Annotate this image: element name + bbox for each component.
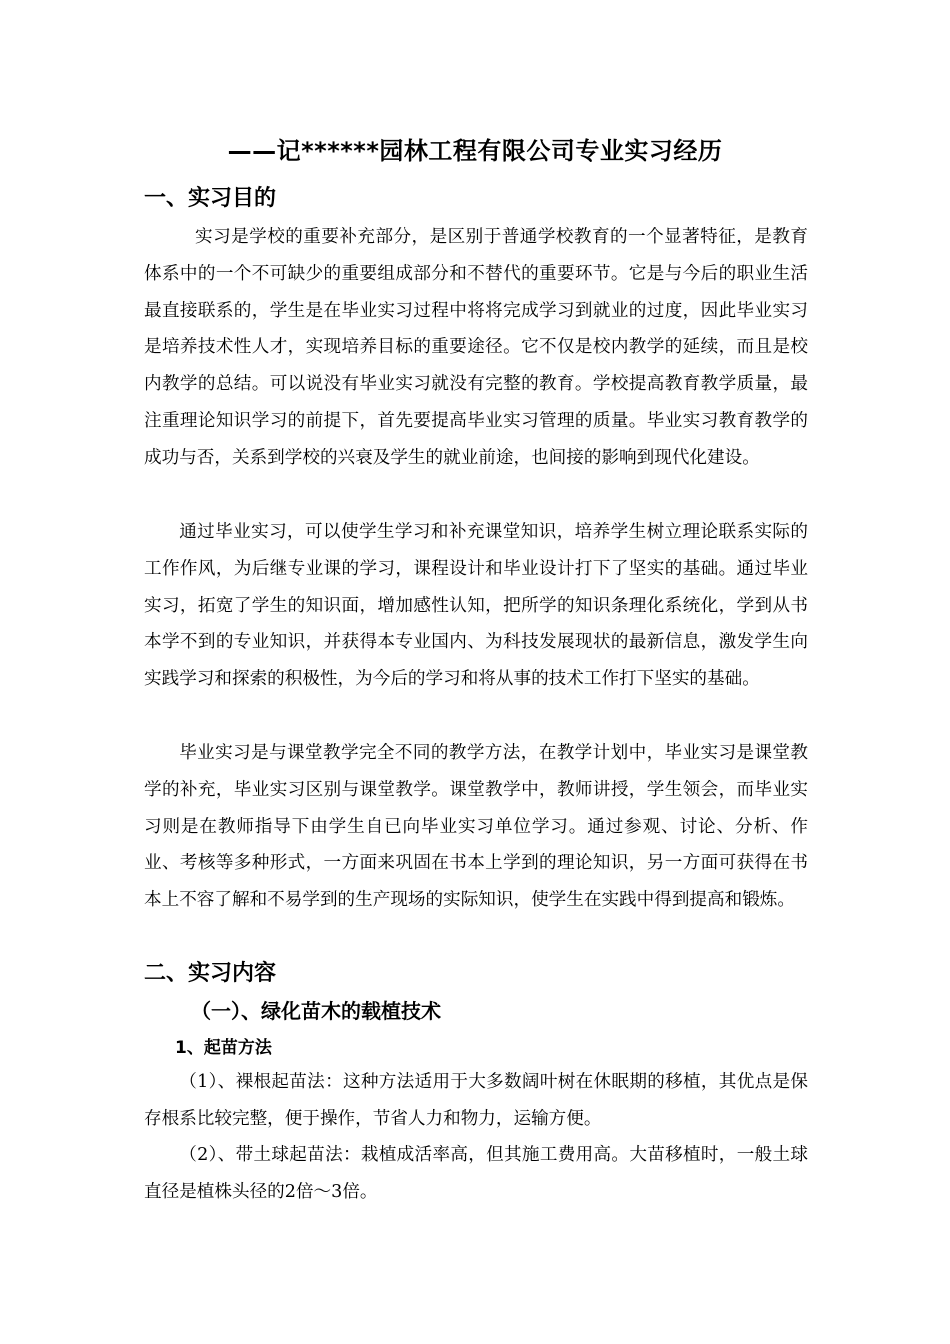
paragraph-purpose-3: 毕业实习是与课堂教学完全不同的教学方法，在教学计划中，毕业实习是课堂教学的补充，毕业实习区别与课堂教学。课堂教学中，教师讲授，学生领会，而毕业实习则是在教师指导下由学生自已向毕业实习单位学习。通过参观、讨论、分析、作业、考核等多种形式，一方面来巩固在书本上学到的理论知识，另一方面可获得在书本上不容了解和不易学到的生产现场的实际知识，使学生在实践中得到提高和锻炼。 bbox=[144, 743, 808, 911]
section-heading-content: 二、实习内容 bbox=[144, 961, 277, 986]
section-heading-purpose: 一、实习目的 bbox=[144, 186, 277, 211]
paragraph-purpose-1: 实习是学校的重要补充部分，是区别于普通学校教育的一个显著特征，是教育体系中的一个不可缺少的重要组成部分和不替代的重要环节。它是与今后的职业生活最直接联系的，学生是在毕业实习过程中将将完成学习到就业的过度，因此毕业实习是培养技术性人才，实现培养目标的重要途径。它不仅是校内教学的延续，而且是校内教学的总结。可以说没有毕业实习就没有完整的教育。学校提高教育教学质量，最注重理论知识学习的前提下，首先要提高毕业实习管理的质量。毕业实习教育教学的成功与否，关系到学校的兴衰及学生的就业前途，也间接的影响到现代化建设。 bbox=[144, 227, 808, 468]
paragraph-purpose-2: 通过毕业实习，可以使学生学习和补充课堂知识，培养学生树立理论联系实际的工作作风，为后继专业课的学习，课程设计和毕业设计打下了坚实的基础。通过毕业实习，拓宽了学生的知识面，增加感性认知，把所学的知识条理化系统化，学到从书本学不到的专业知识，并获得本专业国内、为科技发展现状的最新信息，激发学生向实践学习和探索的积极性，为今后的学习和将从事的技术工作打下坚实的基础。 bbox=[144, 522, 808, 690]
document-title: ——记******园林工程有限公司专业实习经历 bbox=[227, 137, 723, 165]
subsection-heading-planting: （一）、绿化苗木的载植技术 bbox=[191, 999, 441, 1023]
paragraph-soil-ball: （2）、带土球起苗法：栽植成活率高，但其施工费用高。大苗移植时，一般土球直径是植株头径的2倍～3倍。 bbox=[144, 1145, 808, 1202]
item-heading-lifting-methods: 1、起苗方法 bbox=[175, 1038, 272, 1058]
paragraph-bare-root: （1）、裸根起苗法：这种方法适用于大多数阔叶树在休眠期的移植，其优点是保存根系比较完整，便于操作，节省人力和物力，运输方便。 bbox=[144, 1072, 808, 1129]
